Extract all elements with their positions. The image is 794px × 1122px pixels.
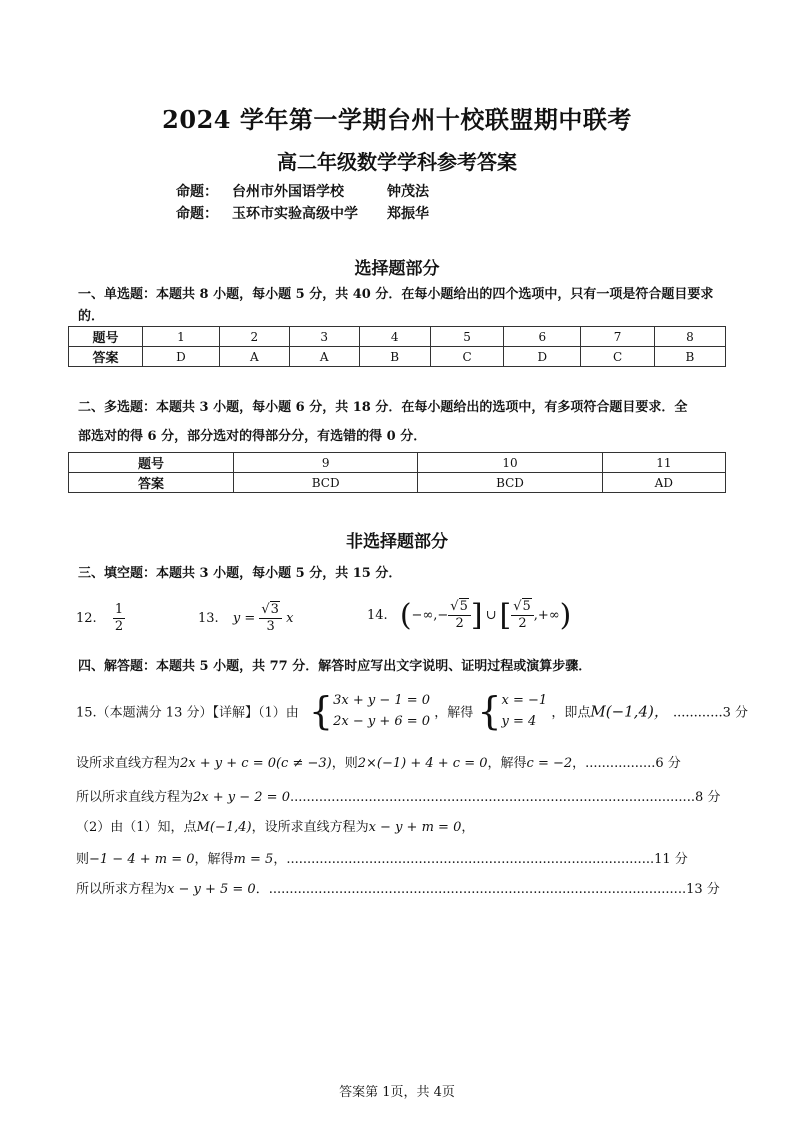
- author-label: 命题：: [176, 206, 218, 222]
- part2-heading-line1: 二、多选题：本题共 3 小题，每小题 6 分，共 18 分．在每小题给出的选项中，有多项符合题目要求．全: [78, 400, 688, 415]
- table-cell: C: [430, 347, 504, 367]
- table-row: [69, 347, 726, 367]
- table-row: [69, 473, 726, 493]
- table-cell: A: [219, 347, 289, 367]
- page-footer: 答案第 1页，共 4页: [339, 1085, 455, 1100]
- section-heading-nonchoice: 非选择题部分: [346, 532, 448, 552]
- table-cell: 2: [219, 327, 289, 347]
- table-cell: 6: [504, 327, 581, 347]
- fraction-one-half: $\frac{1}{2}$: [114, 602, 124, 634]
- question-number: 14.: [367, 608, 388, 623]
- table-cell: 8: [654, 327, 725, 347]
- author-line-2: [176, 203, 429, 223]
- fill-answer-12: [76, 602, 125, 635]
- table-cell: BCD: [234, 473, 418, 493]
- table-cell: D: [504, 347, 581, 367]
- table-cell: 11: [602, 453, 725, 473]
- table-cell: 9: [234, 453, 418, 473]
- q15-line-6: 所以所求方程为x − y + 5 = 0．.....................................................................................................13 分: [76, 882, 720, 897]
- fraction-sqrt3-over-3: $\frac{√3}{3}$: [259, 602, 282, 635]
- table-cell: 1: [143, 327, 220, 347]
- multi-choice-answer-table: [68, 452, 726, 493]
- table-cell: 题号: [69, 453, 234, 473]
- fill-answer-13: 13. y = $\frac{√3}{3}$ x: [198, 602, 294, 634]
- author-school: 台州市外国语学校: [232, 184, 344, 200]
- table-cell: C: [581, 347, 655, 367]
- page-subtitle: 高二年级数学学科参考答案: [277, 150, 517, 174]
- author-name: 郑振华: [387, 206, 429, 222]
- fraction-sqrt5-over-2: $\frac{√5}{2}$: [511, 599, 534, 632]
- fill-answer-14: 14. (−∞,− $\frac{√5}{2}$ ] ∪ [ $\frac{√5}{2}$ ,+∞): [367, 598, 572, 633]
- table-cell: 7: [581, 327, 655, 347]
- part4-heading: 四、解答题：本题共 5 小题，共 77 分．解答时应写出文字说明、证明过程或演算步骤．: [78, 659, 592, 674]
- part3-heading: 三、填空题：本题共 3 小题，每小题 5 分，共 15 分．: [78, 566, 402, 581]
- table-cell: 10: [418, 453, 602, 473]
- table-cell: A: [289, 347, 359, 367]
- table-cell: AD: [602, 473, 725, 493]
- q15-line-3: 所以所求直线方程为2x + y − 2 = 0..................................................................................................8 分: [76, 790, 721, 805]
- part2-heading-line2: 部选对的得 6 分，部分选对的得部分分，有选错的得 0 分．: [78, 429, 427, 444]
- author-label: 命题：: [176, 184, 218, 200]
- table-cell: 答案: [69, 473, 234, 493]
- table-cell: B: [654, 347, 725, 367]
- table-cell: 答案: [69, 347, 143, 367]
- author-school: 玉环市实验高级中学: [232, 206, 358, 222]
- equation-system-1: {3x + y − 1 = 0 2x − y + 6 = 0: [308, 689, 431, 733]
- equation-system-2: {x = −1 y = 4: [477, 689, 548, 733]
- table-row: [69, 327, 726, 347]
- q15-line-1: 15.（本题满分 13 分）【详解】（1）由 {3x + y − 1 = 0 2x − y + 6 = 0 ，解得 {x = −1 y = 4 ，即点M(−1,4)， ............3 分: [76, 689, 748, 733]
- part1-heading: 一、单选题：本题共 8 小题，每小题 5 分，共 40 分．在每小题给出的四个选项中，只有一项是符合题目要求的．: [78, 287, 714, 324]
- table-cell: 5: [430, 327, 504, 347]
- fraction-sqrt5-over-2: $\frac{√5}{2}$: [448, 599, 471, 632]
- table-cell: 3: [289, 327, 359, 347]
- table-cell: 4: [359, 327, 430, 347]
- page-title: 2024 学年第一学期台州十校联盟期中联考: [162, 105, 632, 134]
- question-number: 13.: [198, 611, 219, 626]
- q15-line-4: （2）由（1）知，点M(−1,4)，设所求直线方程为x − y + m = 0，: [76, 820, 475, 835]
- table-cell: D: [143, 347, 220, 367]
- author-name: 钟茂法: [387, 184, 429, 200]
- author-line-1: [176, 181, 429, 201]
- q15-line-2: 设所求直线方程为2x + y + c = 0(c ≠ −3)，则2×(−1) + 4 + c = 0，解得c = −2，.................6 分: [76, 756, 681, 771]
- table-cell: BCD: [418, 473, 602, 493]
- section-heading-choice: 选择题部分: [354, 259, 440, 279]
- question-number: 12.: [76, 611, 97, 626]
- single-choice-answer-table: [68, 326, 726, 367]
- table-cell: B: [359, 347, 430, 367]
- table-cell: 题号: [69, 327, 143, 347]
- table-row: [69, 453, 726, 473]
- q15-line-5: 则−1 − 4 + m = 0，解得m = 5，.........................................................................................11 分: [76, 852, 688, 867]
